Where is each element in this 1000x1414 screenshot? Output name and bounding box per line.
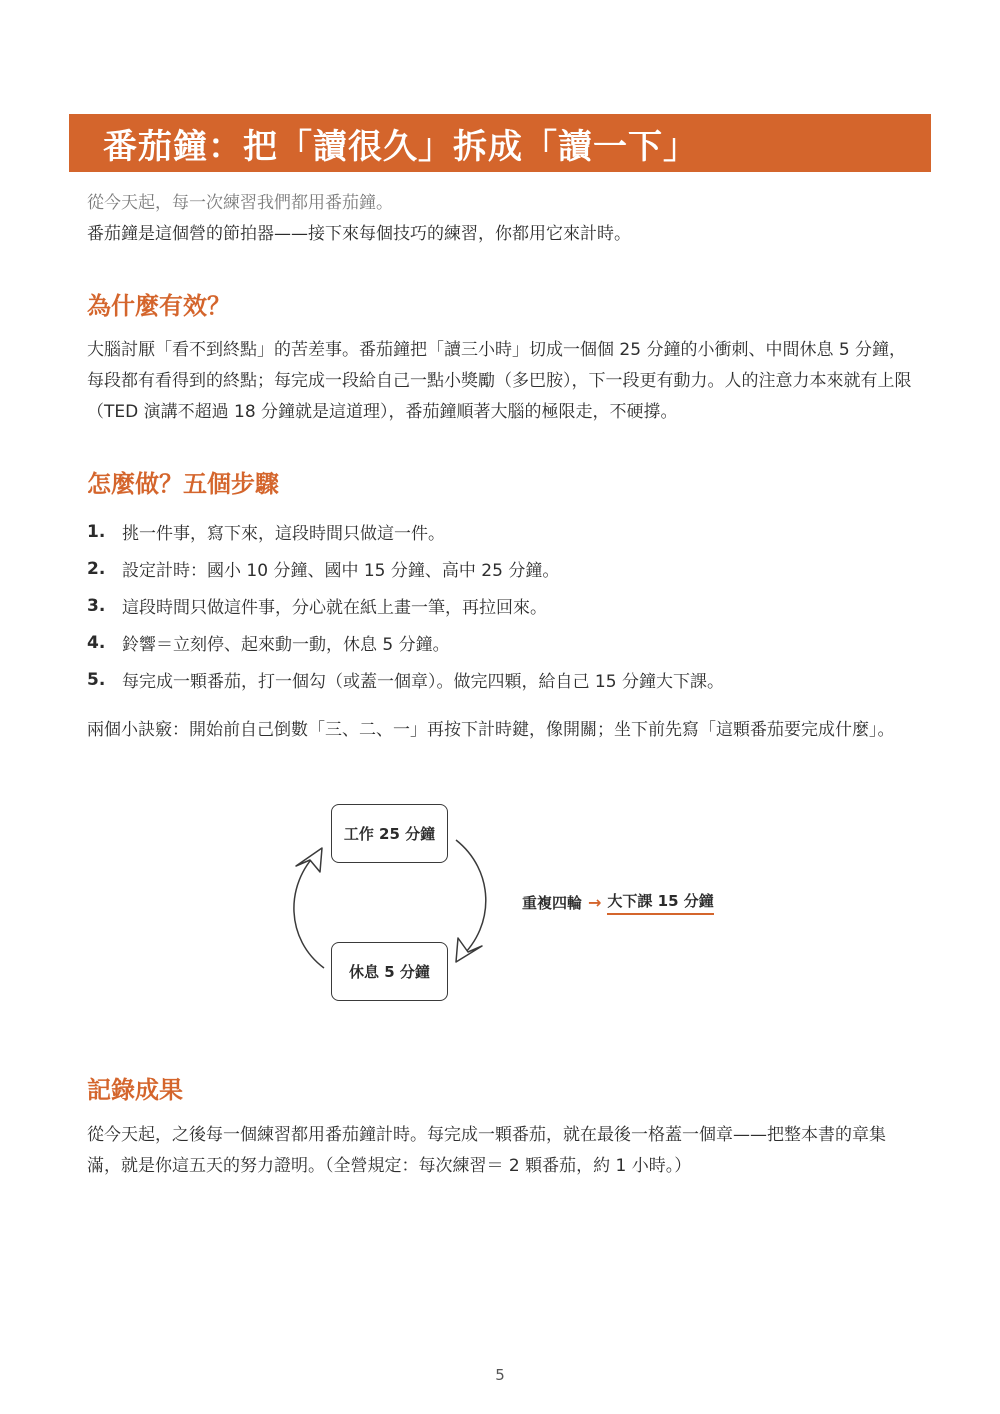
- repeat-label: 重複四輪: [522, 894, 583, 912]
- why-heading: 為什麼有效？: [87, 292, 231, 320]
- how-heading: 怎麼做？五個步驟: [87, 470, 279, 498]
- page-title: 番茄鐘：把「讀很久」拆成「讀一下」: [103, 126, 698, 167]
- step-item: [87, 550, 917, 587]
- tips-paragraph: 兩個小訣竅：開始前自己倒數「三、二、一」再按下計時鍵，像開關；坐下前先寫「這顆番茄要完成什麼」。: [87, 720, 895, 740]
- step-item: [87, 513, 917, 550]
- repeat-note: [522, 890, 714, 915]
- long-break-label: 大下課 15 分鐘: [607, 890, 713, 915]
- pomodoro-cycle-diagram: [270, 790, 740, 1020]
- page-number: 5: [495, 1366, 505, 1384]
- step-number: 3.: [87, 595, 106, 616]
- step-number: 4.: [87, 632, 106, 653]
- right-arrow-icon: →: [588, 893, 602, 912]
- record-heading: 記錄成果: [87, 1076, 183, 1104]
- step-number: 1.: [87, 521, 106, 542]
- intro-line-1: 從今天起，每一次練習我們都用番茄鐘。: [87, 193, 393, 213]
- steps-list: [87, 513, 917, 698]
- cycle-arrow-right-head: [456, 938, 482, 962]
- step-text: 設定計時：國小 10 分鐘、國中 15 分鐘、高中 25 分鐘。: [122, 561, 560, 581]
- why-body: 大腦討厭「看不到終點」的苦差事。番茄鐘把「讀三小時」切成一個個 25 分鐘的小衝刺、中間休息 5 分鐘，每段都有看得到的終點；每完成一段給自己一點小獎勵（多巴胺），下一段更有動力。人的注意力本來就有上限（TED 演講不超過 18 分鐘就是這道理），番茄鐘順著大腦的極限走，不硬撐。: [87, 340, 912, 422]
- title-banner: [69, 114, 931, 172]
- work-box: [331, 804, 448, 863]
- step-item: [87, 624, 917, 661]
- rest-label: 休息 5 分鐘: [349, 963, 430, 981]
- step-number: 5.: [87, 669, 106, 690]
- step-item: [87, 587, 917, 624]
- step-text: 每完成一顆番茄，打一個勾（或蓋一個章）。做完四顆，給自己 15 分鐘大下課。: [122, 672, 724, 692]
- cycle-arrow-left-head: [296, 848, 322, 872]
- step-item: [87, 661, 917, 698]
- step-text: 挑一件事，寫下來，這段時間只做這一件。: [122, 524, 445, 544]
- rest-box: [331, 942, 448, 1001]
- work-label: 工作 25 分鐘: [343, 825, 436, 843]
- intro-line-2: 番茄鐘是這個營的節拍器——接下來每個技巧的練習，你都用它來計時。: [87, 224, 631, 244]
- step-number: 2.: [87, 558, 106, 579]
- step-text: 這段時間只做這件事，分心就在紙上畫一筆，再拉回來。: [122, 598, 547, 618]
- record-body: 從今天起，之後每一個練習都用番茄鐘計時。每完成一顆番茄，就在最後一格蓋一個章——把整本書的章集滿，就是你這五天的努力證明。（全營規定：每次練習＝ 2 顆番茄，約 1 小時。）: [87, 1125, 886, 1176]
- intro-section: [87, 188, 917, 250]
- step-text: 鈴響＝立刻停、起來動一動，休息 5 分鐘。: [122, 635, 450, 655]
